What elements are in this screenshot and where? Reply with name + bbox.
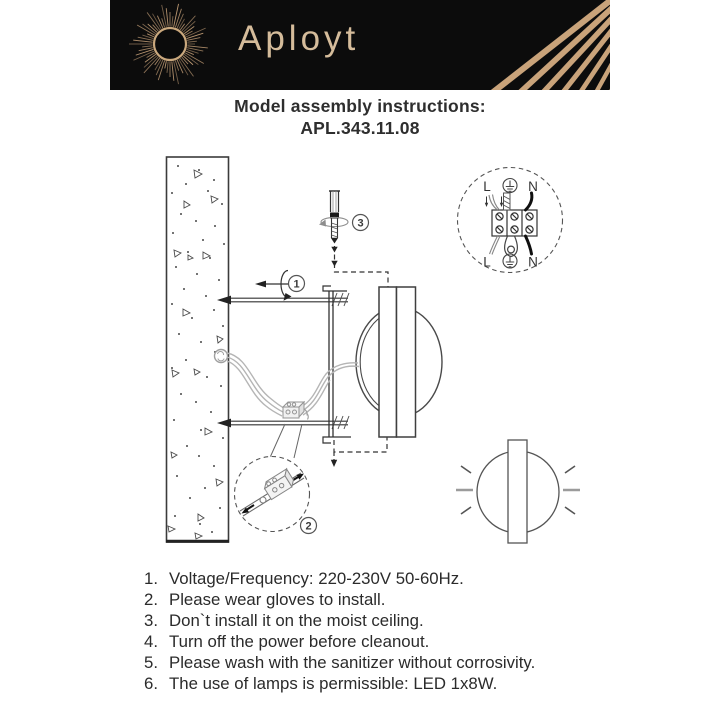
wire-connector-block [283,402,304,418]
instruction-number: 5. [144,652,158,672]
step-3-label: 3 [357,217,364,230]
terminal-label-line-top: L [483,179,491,194]
instruction-text: Please wash with the sanitizer without corrosivity. [169,652,536,672]
step-1-label: 1 [293,278,300,291]
rotation-step1 [255,271,305,301]
instruction-item [128,653,598,674]
instruction-number: 6. [144,673,158,693]
alignment-dashes-top [331,246,388,287]
lamp-side-view [356,287,442,437]
instruction-text: Turn off the power before cleanout. [169,631,430,651]
instruction-number: 2. [144,589,158,609]
model-number: APL.343.11.08 [300,118,420,138]
instruction-number: 3. [144,610,158,630]
lamp-backplate [397,287,416,437]
instruction-text: Don`t install it on the moist ceiling. [169,610,424,630]
instruction-list [128,569,598,694]
terminal-label-line-bottom: L [483,254,491,270]
mounting-plate [323,286,351,443]
instruction-item [128,590,598,611]
instruction-text: The use of lamps is permissible: LED 1x8W. [169,673,498,693]
instruction-number: 4. [144,631,158,651]
terminal-label-neutral-bottom: N [528,254,538,270]
step-2-label: 2 [305,520,312,533]
instruction-item [128,569,598,590]
lamp-front-view [456,440,580,543]
screw-step3 [319,191,369,244]
terminal-detail-circle [458,168,563,273]
page-title: Model assembly instructions: [234,96,486,116]
terminal-strip [492,210,537,236]
instruction-number: 1. [144,569,158,588]
instruction-item [128,632,598,653]
instruction-text: Please wear gloves to install. [169,589,386,609]
instruction-text: Voltage/Frequency: 220-230V 50-60Hz. [169,569,464,588]
lamp-bracket [379,287,397,437]
wiring-detail-circle [235,457,317,534]
instruction-item [128,611,598,632]
alignment-dashes-bottom [331,438,387,468]
instruction-item [128,674,598,695]
terminal-label-neutral-top: N [528,179,538,194]
earth-ground-icon [503,179,517,193]
brand-logo-text: Aployt [238,19,360,58]
